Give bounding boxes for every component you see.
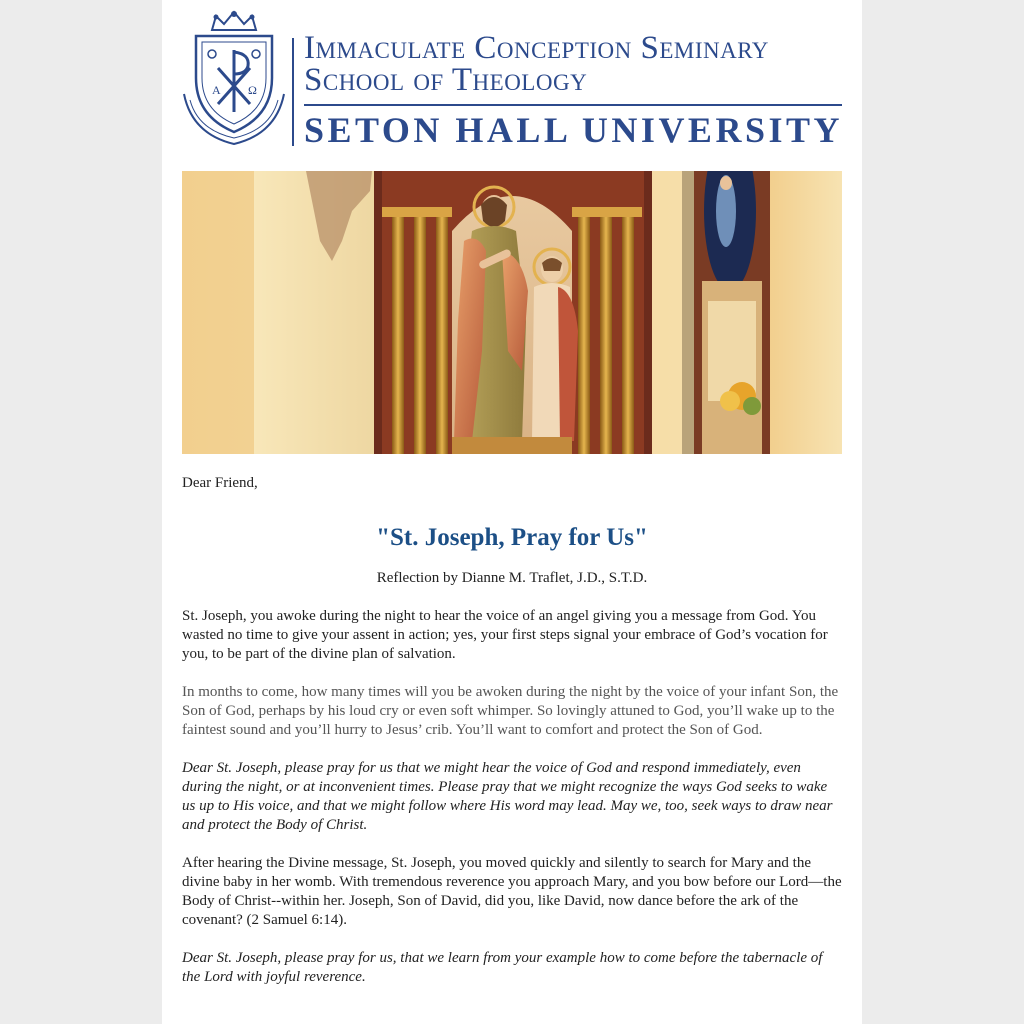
prayer-paragraph: Dear St. Joseph, please pray for us, that we learn from your example how to come before the tabernacle of the Lord with joyful reverence. [182,950,823,985]
seminary-crest-icon [182,8,286,148]
byline: Reflection by Dianne M. Traflet, J.D., S.T.D. [376,570,648,586]
reflection-title: "St. Joseph, Pray for Us" [376,524,648,551]
paragraph: St. Joseph, you awoke during the night to hear the voice of an angel giving you a message from God. You wasted no time to give your assent in action; yes, your first steps signal your embrace of God’s vocation for you, to be part of the divine plan of salvation. [182,608,828,662]
paragraph: After hearing the Divine message, St. Joseph, you moved quickly and silently to search for Mary and the divine baby in her womb. With tremendous reverence you approach Mary, and you bow before our Lord—the Body of Christ--within her. Joseph, Son of David, did you, like David, now dance before the ark of the covenant? (2 Samuel 6:14). [182,855,842,928]
seminary-header [182,8,842,150]
header-rule [304,104,842,106]
svg-text:A: A [212,83,221,97]
greeting: Dear Friend, [182,475,258,491]
svg-text:Ω: Ω [248,83,257,97]
paragraph: In months to come, how many times will you be awoken during the night by the voice of your infant Son, the Son of God, perhaps by his loud cry or even soft whimper. So lovingly attuned to God, you’ll wake up to the faintest sound and you’ll hurry to Jesus’ crib. You’ll want to comfort and protect the Son of God. [182,684,839,738]
header-divider [292,38,294,146]
school-name: School of Theology [304,62,588,98]
university-name: SETON HALL UNIVERSITY [304,110,843,150]
seminary-name: Immaculate Conception Seminary [304,30,769,66]
reflection-content [182,470,842,987]
email-page [162,0,862,1024]
prayer-paragraph: Dear St. Joseph, please pray for us that we might hear the voice of God and respond immediately, even during the night, or at inconvenient times. Please pray that we might recognize the ways God seeks to wake us up to His voice, and that we might follow where His word may lead. May we, too, seek ways to draw near and protect the Body of Christ. [182,760,833,833]
hero-image [182,171,842,454]
statue-st-joseph-icon [182,171,842,454]
